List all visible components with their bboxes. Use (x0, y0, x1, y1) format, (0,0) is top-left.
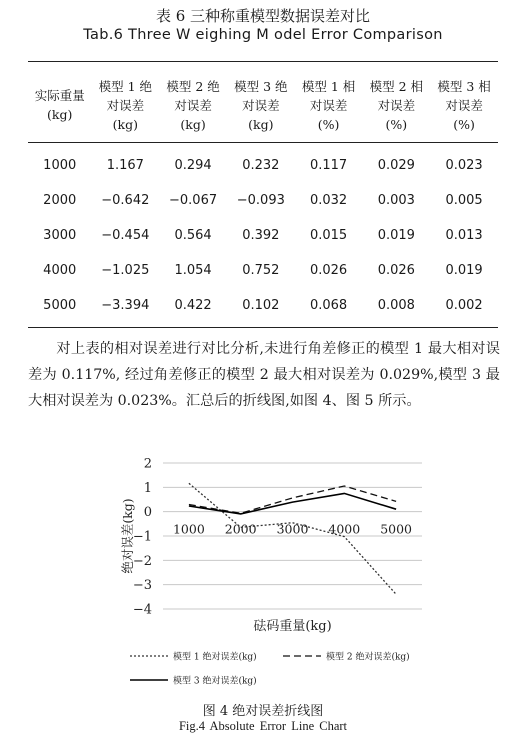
table-cell: 0.019 (445, 263, 483, 278)
table-cell: 1.054 (174, 263, 212, 278)
table-cell: 0.752 (242, 263, 280, 278)
table-row (28, 288, 498, 323)
table-row (28, 183, 498, 218)
table-cell: 0.068 (309, 298, 348, 313)
header-model1-abs-error: 模型 1 绝 对误差 (kg) (98, 78, 153, 132)
header-model1-rel-error: 模型 1 相 对误差 (%) (301, 78, 356, 132)
error-comparison-table (28, 66, 498, 323)
table-title-cn: 表 6 三种称重模型数据误差对比 (155, 7, 371, 25)
x-tick-label: 4000 (328, 521, 361, 537)
x-tick-label: 3000 (276, 521, 309, 537)
x-axis-title: 砝码重量(kg) (253, 619, 332, 634)
legend-label-model-2: 模型 2 绝对误差(kg) (326, 652, 410, 663)
y-tick-label: −4 (132, 602, 152, 618)
data-point-model-3 (188, 505, 190, 507)
table-title-en: Tab.6 Three W eighing M odel Error Comparison (83, 27, 443, 43)
data-point-model-2 (291, 497, 293, 499)
data-point-model-3 (240, 513, 242, 515)
table-cell: 1.167 (106, 158, 144, 173)
header-model3-rel-error: 模型 3 相 对误差 (%) (437, 78, 491, 132)
y-tick-label: −1 (132, 529, 152, 545)
table-cell: −0.093 (236, 193, 285, 208)
data-point-model-3 (343, 492, 345, 494)
header-model2-abs-error: 模型 2 绝 对误差 (kg) (166, 78, 220, 132)
table-cell: 3000 (43, 228, 77, 243)
table-cell: 0.117 (309, 158, 348, 173)
y-tick-label: −2 (132, 553, 152, 569)
table-cell: 0.019 (377, 228, 415, 243)
table-cell: 0.564 (174, 228, 212, 243)
header-model2-rel-error: 模型 2 相 对误差 (%) (369, 78, 424, 132)
table-cell: 5000 (43, 298, 77, 313)
body-paragraph: 对上表的相对误差进行对比分析,未进行角差修正的模型 1 最大相对误差为 0.117%, 经过角差修正的模型 2 最大相对误差为 0.029%,模型 3 最大相对误差为 0.023%。汇总后的折线图,如图 4、图 5 所示。 (28, 341, 500, 409)
table-top-rule (28, 61, 498, 62)
y-tick-label: 2 (143, 456, 152, 472)
table-cell: 0.023 (445, 158, 483, 173)
x-tick-label: 1000 (172, 521, 205, 537)
table-cell: 0.002 (445, 298, 483, 313)
data-point-model-1 (343, 535, 345, 537)
table-cell: 0.294 (174, 158, 212, 173)
figure-caption-en: Fig.4 Absolute Error Line Chart (178, 719, 348, 733)
table-cell: 0.008 (377, 298, 415, 313)
data-point-model-2 (343, 485, 345, 487)
data-point-model-1 (188, 482, 190, 484)
table-cell: 1000 (43, 158, 77, 173)
table-cell: 0.102 (242, 298, 280, 313)
table-cell: 0.005 (445, 193, 483, 208)
table-row (28, 144, 498, 183)
y-tick-label: 1 (143, 480, 152, 496)
table-cell: −0.454 (101, 228, 150, 243)
table-cell: 0.422 (174, 298, 212, 313)
table-cell: 0.392 (242, 228, 280, 243)
table-cell: −3.394 (101, 298, 150, 313)
legend-label-model-1: 模型 1 绝对误差(kg) (173, 652, 257, 663)
x-tick-label: 2000 (224, 521, 257, 537)
data-point-model-1 (395, 593, 397, 595)
table-cell: 0.003 (377, 193, 415, 208)
y-tick-label: −3 (132, 578, 152, 594)
table-row (28, 253, 498, 288)
y-tick-label: 0 (143, 505, 152, 521)
table-cell: 0.013 (445, 228, 483, 243)
table-cell: 4000 (43, 263, 77, 278)
legend-label-model-3: 模型 3 绝对误差(kg) (173, 676, 257, 687)
table-cell: −1.025 (101, 263, 150, 278)
table-row (28, 218, 498, 253)
table-cell: 0.032 (309, 193, 348, 208)
figure-caption-cn: 图 4 绝对误差折线图 (202, 704, 324, 719)
table-cell: 0.015 (309, 228, 348, 243)
table-cell: 0.026 (309, 263, 348, 278)
table-cell: 2000 (43, 193, 77, 208)
table-header-row (28, 66, 498, 144)
y-axis-title: 绝对误差(kg) (120, 498, 135, 574)
data-point-model-3 (395, 508, 397, 510)
absolute-error-line-chart (0, 452, 526, 692)
data-point-model-1 (291, 522, 293, 524)
data-point-model-3 (291, 501, 293, 503)
table-cell: 0.232 (242, 158, 280, 173)
table-bottom-rule (28, 327, 498, 328)
data-point-model-1 (240, 526, 242, 528)
data-point-model-2 (395, 500, 397, 502)
x-tick-label: 5000 (380, 521, 413, 537)
table-cell: −0.067 (169, 193, 218, 208)
header-actual-weight: 实际重量 (kg) (34, 88, 85, 122)
table-cell: −0.642 (101, 193, 150, 208)
table-cell: 0.026 (377, 263, 415, 278)
header-model3-abs-error: 模型 3 绝 对误差 (kg) (234, 78, 288, 132)
series-line-model-3 (189, 493, 396, 514)
table-cell: 0.029 (377, 158, 415, 173)
